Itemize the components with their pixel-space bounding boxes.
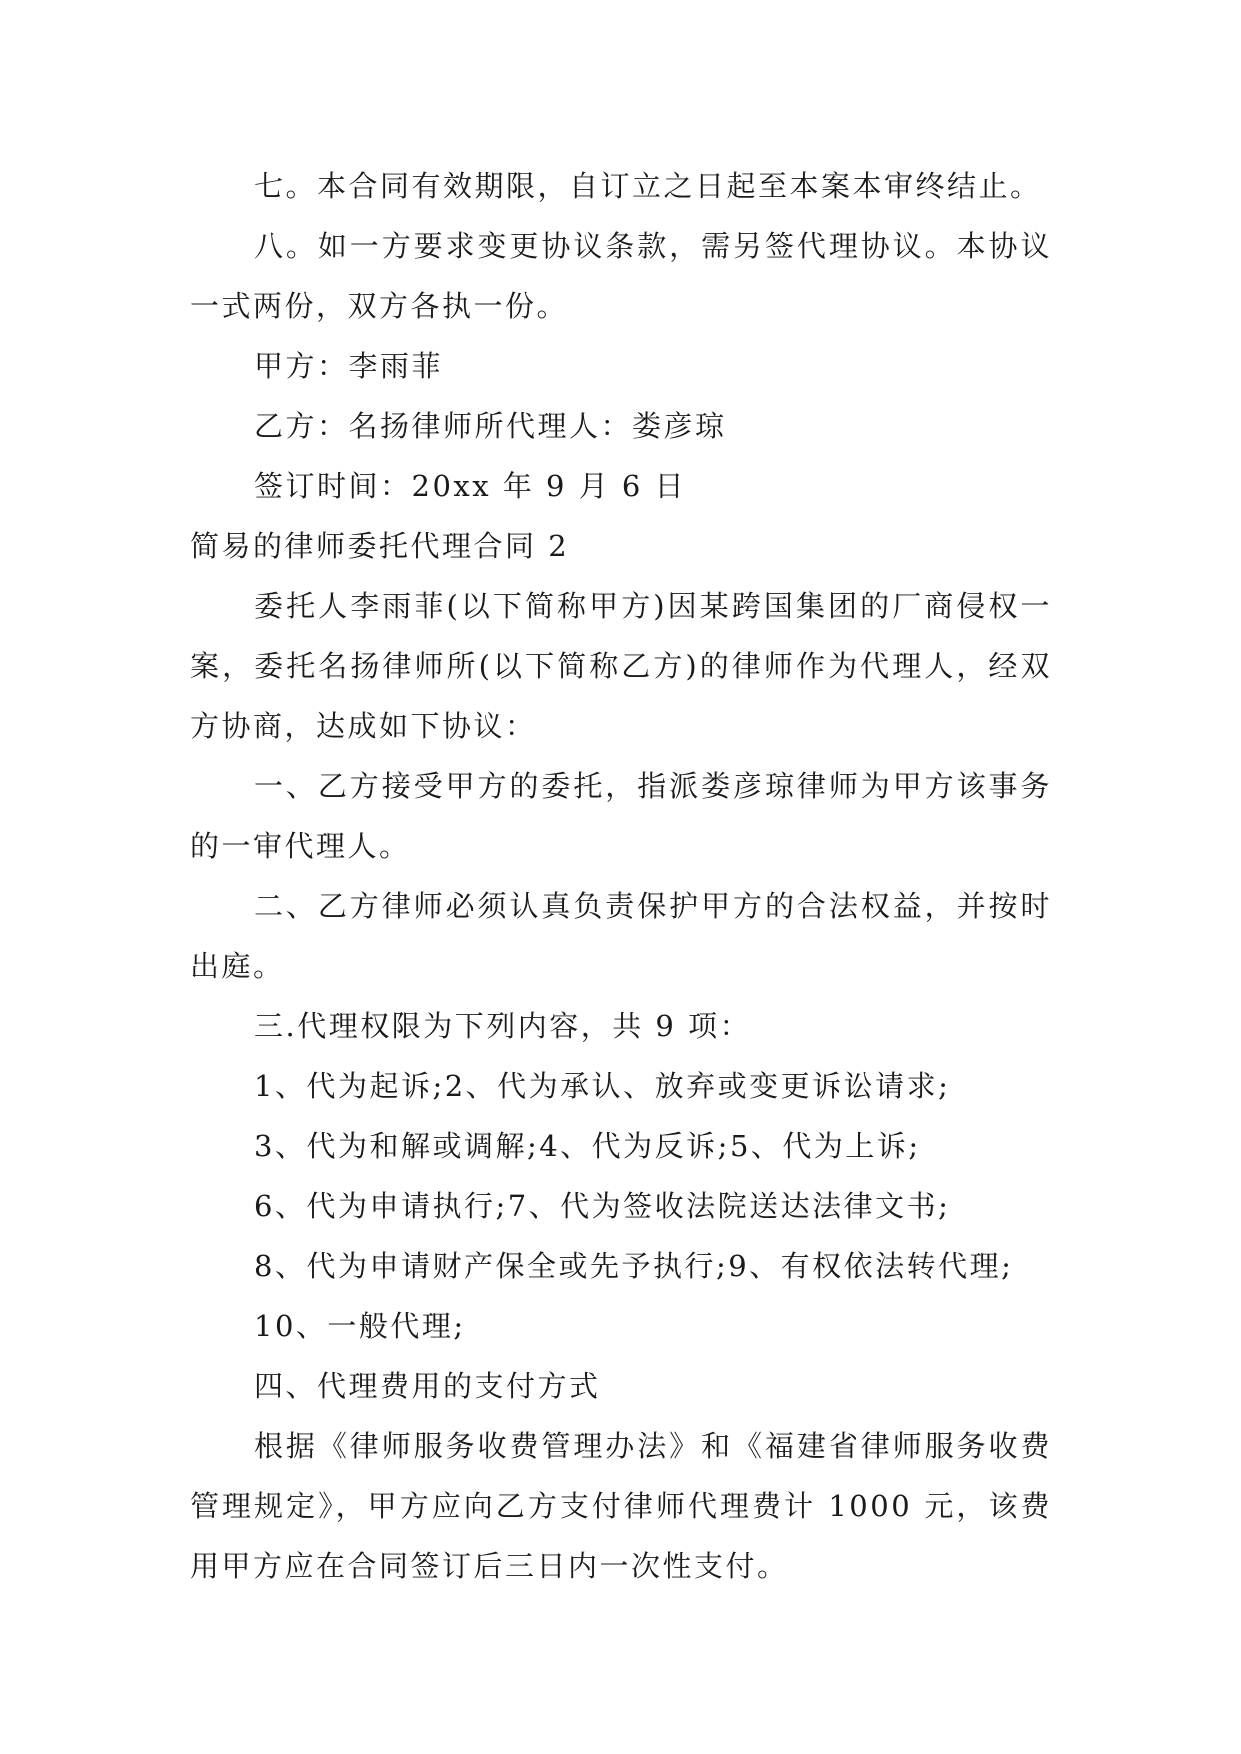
fee-paragraph: 根据《律师服务收费管理办法》和《福建省律师服务收费管理规定》，甲方应向乙方支付律师代理费计 1000 元，该费用甲方应在合同签订后三日内一次性支付。 xyxy=(190,1429,1052,1583)
clause-eight: 八。如一方要求变更协议条款，需另签代理协议。本协议一式两份，双方各执一份。 xyxy=(190,229,1052,323)
clause-two: 二、乙方律师必须认真负责保护甲方的合法权益，并按时出庭。 xyxy=(190,889,1052,983)
authority-list-line: 10、一般代理; xyxy=(254,1309,466,1343)
party-a: 甲方：李雨菲 xyxy=(254,349,444,383)
document-body xyxy=(190,156,1052,1596)
authority-list-line: 8、代为申请财产保全或先予执行;9、有权依法转代理; xyxy=(254,1249,1014,1283)
intro-paragraph: 委托人李雨菲(以下简称甲方)因某跨国集团的厂商侵权一案，委托名扬律师所(以下简称乙方)的律师作为代理人，经双方协商，达成如下协议： xyxy=(190,589,1052,743)
authority-list-line: 1、代为起诉;2、代为承认、放弃或变更诉讼请求; xyxy=(254,1069,951,1103)
clause-four: 四、代理费用的支付方式 xyxy=(254,1369,601,1403)
signing-date: 签订时间：20xx 年 9 月 6 日 xyxy=(254,469,687,503)
section-title: 简易的律师委托代理合同 2 xyxy=(190,529,570,563)
party-b: 乙方：名扬律师所代理人：娄彦琼 xyxy=(254,409,727,443)
clause-three: 三.代理权限为下列内容，共 9 项： xyxy=(254,1009,752,1043)
authority-list-line: 6、代为申请执行;7、代为签收法院送达法律文书; xyxy=(254,1189,951,1223)
authority-list-line: 3、代为和解或调解;4、代为反诉;5、代为上诉; xyxy=(254,1129,921,1163)
clause-seven: 七。本合同有效期限，自订立之日起至本案本审终结止。 xyxy=(254,169,1042,203)
clause-one: 一、乙方接受甲方的委托，指派娄彦琼律师为甲方该事务的一审代理人。 xyxy=(190,769,1052,863)
